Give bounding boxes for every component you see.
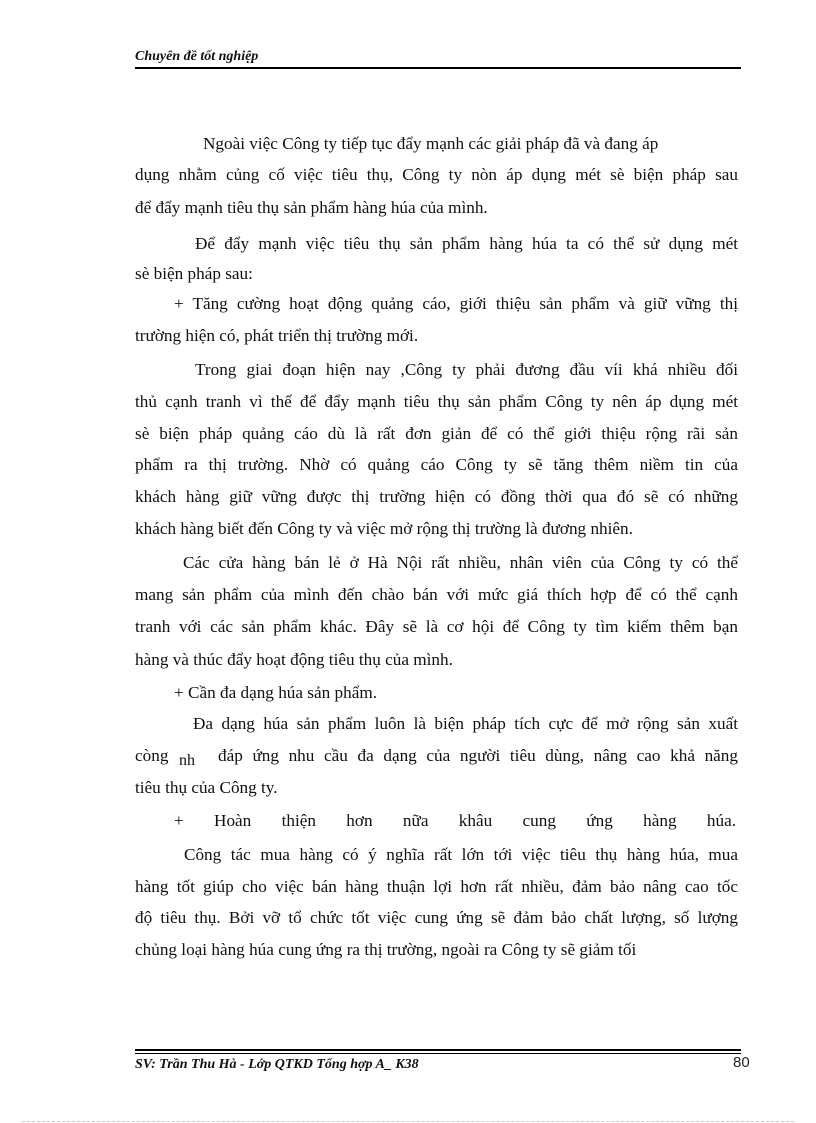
text-line: Ngoài việc Công ty tiếp tục đẩy mạnh các giải pháp đã và đang áp bbox=[203, 134, 659, 153]
text-line: + Tăng cường hoạt động quảng cáo, giới thiệu sản phẩm và giữ vững thị bbox=[174, 294, 738, 313]
text-line: Các cửa hàng bán lẻ ở Hà Nội rất nhiều, nhân viên của Công ty có thể bbox=[183, 553, 738, 572]
text-line: độ tiêu thụ. Bởi vỡ tổ chức tốt việc cung ứng sẽ đảm bảo chất lượng, số lượng bbox=[135, 908, 738, 927]
text-line: dụng nhằm củng cố việc tiêu thụ, Công ty nòn áp dụng mét sè biện pháp sau bbox=[135, 165, 738, 184]
text-line: hàng và thúc đẩy hoạt động tiêu thụ của mình. bbox=[135, 650, 453, 669]
text-line: Công tác mua hàng có ý nghĩa rất lớn tới việc tiêu thụ hàng húa, mua bbox=[184, 845, 738, 864]
text-line: mang sản phẩm của mình đến chào bán với mức giá thích hợp để có thể cạnh bbox=[135, 585, 738, 604]
text-line: khách hàng biết đến Công ty và việc mở rộng thị trường là đương nhiên. bbox=[135, 519, 633, 538]
text-line: khách hàng giữ vững được thị trường hiện có đồng thời qua đó sẽ có những bbox=[135, 487, 738, 506]
header-rule bbox=[135, 67, 741, 69]
text-line: thủ cạnh tranh vì thế để đẩy mạnh tiêu thụ sản phẩm Công ty nên áp dụng mét bbox=[135, 392, 738, 411]
text-line: Để đẩy mạnh việc tiêu thụ sản phẩm hàng húa ta có thể sử dụng mét bbox=[195, 234, 738, 253]
text-line: Trong giai đoạn hiện nay ,Công ty phải đương đầu víi khá nhiều đối bbox=[195, 360, 738, 379]
text-line: sè biện pháp quảng cáo dù là rất đơn giản để có thể giới thiệu rộng rãi sản bbox=[135, 424, 738, 443]
text-line: hàng tốt giúp cho việc bán hàng thuận lợi hơn rất nhiều, đảm bảo nâng cao tốc bbox=[135, 877, 738, 896]
text-line: phẩm ra thị trường. Nhờ có quảng cáo Công ty sẽ tăng thêm niềm tin của bbox=[135, 455, 738, 474]
footer-rule bbox=[135, 1049, 741, 1051]
footer-rule-thin bbox=[135, 1053, 741, 1054]
text-line: tiêu thụ của Công ty. bbox=[135, 778, 278, 797]
text-line: còng bbox=[135, 746, 169, 765]
text-line: để đẩy mạnh tiêu thụ sản phẩm hàng húa của mình. bbox=[135, 198, 488, 217]
text-line: đáp ứng nhu cầu đa dạng của người tiêu dùng, nâng cao khả năng bbox=[218, 746, 738, 765]
text-line: trường hiện có, phát triển thị trường mới. bbox=[135, 326, 419, 345]
text-fragment: nh bbox=[179, 752, 195, 769]
text-line: Đa dạng húa sản phẩm luôn là biện pháp tích cực để mở rộng sản xuất bbox=[193, 714, 738, 733]
text-line: sè biện pháp sau: bbox=[135, 264, 253, 283]
page-number: 80 bbox=[733, 1054, 750, 1071]
footer-author: SV: Trần Thu Hà - Lớp QTKD Tổng hợp A_ K38 bbox=[135, 1057, 419, 1072]
text-line: + Hoàn thiện hơn nữa khâu cung ứng hàng húa. bbox=[174, 811, 736, 830]
page-header-title: Chuyên đề tốt nghiệp bbox=[135, 49, 259, 64]
text-line: tranh với các sản phẩm khác. Đây sẽ là cơ hội để Công ty tìm kiếm thêm bạn bbox=[135, 617, 738, 636]
text-line: + Cần đa dạng húa sản phẩm. bbox=[174, 683, 378, 702]
text-line: chủng loại hàng húa cung ứng ra thị trường, ngoài ra Công ty sẽ giảm tối bbox=[135, 940, 637, 959]
page-bottom-border bbox=[22, 1121, 794, 1122]
